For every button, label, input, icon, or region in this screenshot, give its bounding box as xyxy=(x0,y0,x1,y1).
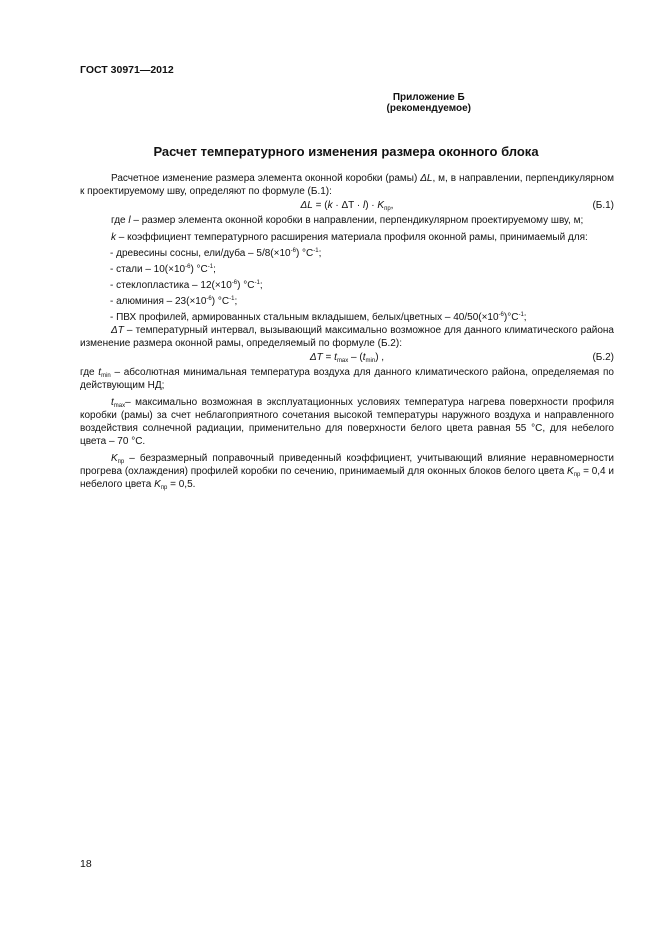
definition-kpr: $K_{пр}$ – безразмерный поправочный приведенный коэффициент, учитывающий влияние неравномерности прогрева (охлаждения) профилей коробки по сечению, принимаемый для оконных блоков белого цвета $K_{пр} = 0,4$ и небелого цвета $K_{пр} = 0,5$. xyxy=(80,453,614,491)
formula-number: (Б.2) xyxy=(592,352,614,363)
material-item: - стеклопластика – $12(\times 10^{-6})$ $^\circ C^{-1}$; xyxy=(110,280,263,291)
definition-tmax: $t_{max}-$ максимально возможная в эксплуатационных условиях температура нагрева поверхности профиля коробки (рамы) за счет неблагоприятного сочетания высокой температуры наружного воздуха и направленного воздействия солнечной радиации, применительно для поверхности белого цвета равная 55 °C, для небелого цвета – 70 °C. xyxy=(80,397,614,447)
formula-b2: $\Delta T = t_{max} - (t_{min})$ , (Б.2) xyxy=(309,352,614,364)
definition-tmin: где $t_{min}$ – абсолютная минимальная температура воздуха для данного климатического района, определяемая по действующим НД; xyxy=(80,367,614,391)
material-item: - ПВХ профилей, армированных стальным вкладышем, белых/цветных – $40/50(\times 10^{-6})^\circ C^{-1}$; xyxy=(110,312,527,323)
formula-number: (Б.1) xyxy=(592,200,614,211)
section-title: Расчет температурного изменения размера оконного блока xyxy=(153,144,539,159)
document-body xyxy=(80,172,614,491)
material-item: - алюминия – $23(\times 10^{-6})$ $^\circ C^{-1}$; xyxy=(110,296,238,307)
annex-status: (рекомендуемое) xyxy=(386,103,471,114)
definition-k: k – коэффициент температурного расширения материала профиля оконной рамы, принимаемый для: xyxy=(111,232,588,243)
materials-list xyxy=(80,247,614,324)
material-item: - стали – $10(\times 10^{-6})$ $^\circ C^{-1}$; xyxy=(110,264,216,275)
definition-l: где l – размер элемента оконной коробки в направлении, перпендикулярном проектируемому шву, м; xyxy=(111,215,584,226)
formula-b1: $\Delta L = (k \cdot \Delta T \cdot l) \cdot K_{пр}$, (Б.1) xyxy=(300,200,614,212)
definition-dt: ΔT – температурный интервал, вызывающий максимально возможное для данного климатического района изменение размера оконной рамы, определяемый по формуле (Б.2): xyxy=(80,325,614,349)
paragraph-intro: Расчетное изменение размера элемента оконной коробки (рамы) ΔL, м, в направлении, перпендикулярном к проектируемому шву, определяют по формуле (Б.1): xyxy=(80,173,614,197)
material-item: - древесины сосны, ели/дуба – $5/8(\times 10^{-6})$ $^\circ C^{-1}$; xyxy=(110,248,322,259)
annex-title: Приложение Б xyxy=(392,92,465,103)
annex-heading xyxy=(387,92,471,114)
document-header: ГОСТ 30971—2012 xyxy=(80,64,174,76)
page-number: 18 xyxy=(80,858,92,870)
